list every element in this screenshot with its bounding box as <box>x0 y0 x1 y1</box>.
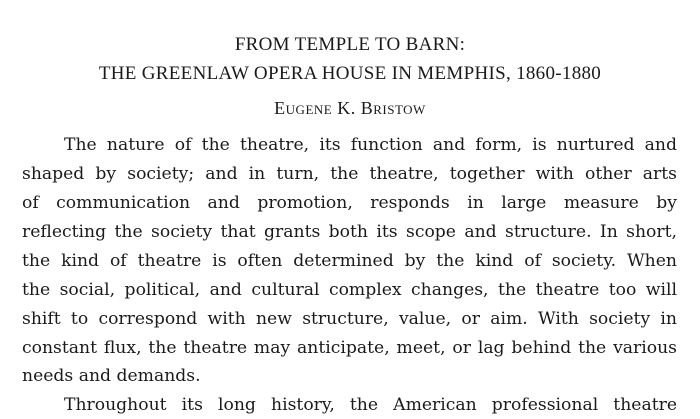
body-line: of communication and promotion, responds in large measure by <box>22 193 677 213</box>
body-line: reflecting the society that grants both its scope and structure. In short, <box>22 222 677 242</box>
body-line: shaped by society; and in turn, the theatre, together with other arts <box>22 164 677 184</box>
body-line: needs and demands. <box>22 366 201 386</box>
body-line: Throughout its long history, the American professional theatre <box>64 395 677 415</box>
article-title-line-2: THE GREENLAW OPERA HOUSE IN MEMPHIS, 1860-1880 <box>98 63 602 84</box>
body-line: constant flux, the theatre may anticipate, meet, or lag behind the various <box>22 338 677 358</box>
article-author: Eugene K. Bristow <box>274 98 426 118</box>
body-line: The nature of the theatre, its function and form, is nurtured and <box>64 135 677 155</box>
article-title-line-1: FROM TEMPLE TO BARN: <box>234 34 466 55</box>
body-line: the social, political, and cultural complex changes, the theatre too will <box>22 280 677 300</box>
body-line: shift to correspond with new structure, value, or aim. With society in <box>22 309 677 329</box>
body-line: the kind of theatre is often determined by the kind of society. When <box>22 251 677 271</box>
